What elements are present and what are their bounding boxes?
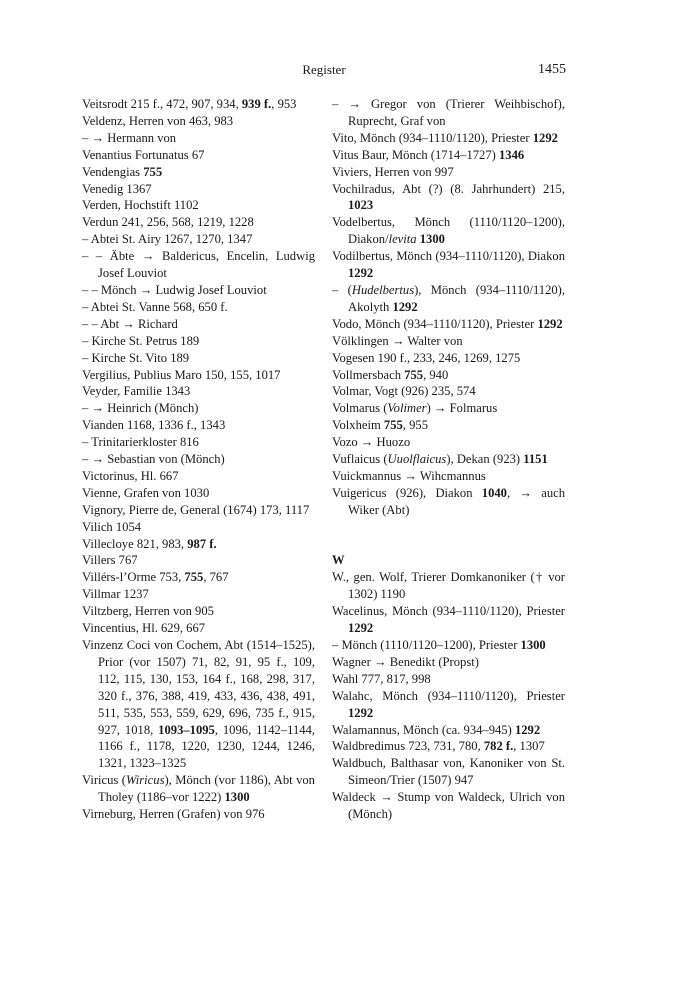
entry-text: Vuflaicus ( [332,452,388,467]
entry-text: , 940 [423,367,449,382]
index-entry [332,130,565,147]
index-entry [82,113,315,130]
entry-text: , 1096, 1142–1144, 1166 f., 1178, 1220, 1230, 1244, 1246, 1321, 1323–1325 [98,722,316,771]
bold-reference: 1300 [419,232,445,247]
entry-text: Vendengias [82,164,144,179]
index-entry [332,96,565,130]
bold-reference: 1292 [348,621,374,636]
index-entry [82,772,315,806]
entry-text: Vianden 1168, 1336 f., 1343 [82,418,226,433]
bold-reference: 1151 [523,452,548,467]
bold-reference: 1023 [348,198,374,213]
index-entry [82,502,315,519]
bold-reference: 1292 [392,299,418,314]
entry-text: Waldeck → Stump von Waldeck, Ulrich von (Mönch) [332,790,565,822]
entry-text: Vozo → Huozo [332,435,411,450]
entry-text: – – Mönch → Ludwig Josef Louviot [82,282,267,297]
index-entry [332,214,565,248]
right-column [332,96,565,823]
entry-text: – → Heinrich (Mönch) [82,401,199,416]
bold-reference: 1040 [481,485,507,500]
entry-text: – → Gregor von (Trierer Weihbischof), Ruprecht, Graf von [332,97,565,128]
entry-text: Volmar, Vogt (926) 235, 574 [332,384,476,399]
italic-variant: Volimer [387,401,427,416]
bold-reference: 939 f. [241,97,272,111]
entry-text: Vodilbertus, Mönch (934–1110/1120), Diakon [332,249,565,264]
index-entry [332,181,565,215]
bold-reference: 1300 [520,637,546,652]
page-number: 1455 [538,62,566,77]
entry-text: Wagner → Benedikt (Propst) [332,654,479,669]
entry-text: – Kirche St. Petrus 189 [82,333,200,348]
entry-text: Volmarus ( [332,401,388,416]
entry-text: Vochilradus, Abt (?) (8. Jahrhundert) 215, [332,181,565,196]
index-entry [332,333,565,350]
entry-text: Vogesen 190 f., 233, 246, 1269, 1275 [332,350,521,365]
index-entry [332,350,565,367]
entry-text: , 767 [203,570,229,585]
entry-text: Volxheim [332,418,384,433]
entry-text: Vilich 1054 [82,519,142,534]
index-entry [82,299,315,316]
entry-text: Vuickmannus → Wihcmannus [332,468,486,483]
bold-reference: 1292 [532,130,558,145]
entry-text: ), Mönch (934–1110/1120), Akolyth [348,282,566,314]
index-entry [82,130,315,147]
entry-text: – Trinitarierkloster 816 [82,435,199,450]
entry-text: Vignory, Pierre de, General (1674) 173, 1117 [82,502,310,517]
entry-text: Vodo, Mönch (934–1110/1120), Priester [332,316,538,331]
entry-text: ) → Folmarus [426,401,498,416]
index-entry [332,400,565,417]
entry-text: Veldenz, Herren von 463, 983 [82,113,234,128]
index-entry [332,671,565,688]
index-entry [82,417,315,434]
entry-text: Viviers, Herren von 997 [332,164,454,179]
entry-text: Veyder, Familie 1343 [82,384,191,399]
index-entry [82,603,315,620]
index-entry [82,569,315,586]
entry-text: , 955 [402,418,428,433]
index-entry [332,485,565,519]
left-column [82,96,315,823]
entry-text: Vodelbertus, Mönch (1110/1120–1200), Diakon/ [332,215,565,247]
bold-reference: 1093–1095 [158,722,215,737]
bold-reference: 1346 [499,147,525,162]
bold-reference: 755 [143,164,163,179]
index-entry [82,620,315,637]
bold-reference: 755 [383,418,403,433]
index-entry [332,451,565,468]
italic-variant: Uuolflaicus [387,452,447,467]
index-entry [332,367,565,384]
index-entry [332,434,565,451]
index-entry [82,316,315,333]
index-entry [82,350,315,367]
index-entry [82,586,315,603]
italic-variant: Hudelbertus [351,282,415,297]
running-title: Register [302,62,346,77]
index-entry [332,468,565,485]
entry-text: – Mönch (1110/1120–1200), Priester [332,637,521,652]
index-entry [82,282,315,299]
index-entry [332,789,565,823]
entry-text: Villers 767 [82,553,138,568]
entry-text: ), Dekan (923) [446,452,524,467]
entry-text: Vienne, Grafen von 1030 [82,485,210,500]
entry-text: Waldbredimus 723, 731, 780, [332,739,484,754]
index-entry [82,806,315,823]
section-heading: W [332,553,345,568]
spacer [332,519,565,536]
entry-text: , 1307 [513,739,545,754]
entry-text: Verdun 241, 256, 568, 1219, 1228 [82,215,254,230]
entry-text: Völklingen → Walter von [332,333,463,348]
index-entry [332,688,565,722]
bold-reference: 755 [404,367,424,382]
index-entry [332,417,565,434]
entry-text: Villecloye 821, 983, [82,536,188,551]
bold-reference: 1292 [348,705,374,720]
index-entry [82,552,315,569]
index-entry [82,451,315,468]
bold-reference: 1292 [537,316,563,331]
entry-text: Viricus ( [82,773,126,788]
entry-text: – Abtei St. Vanne 568, 650 f. [82,299,228,314]
index-entry [332,248,565,282]
entry-text: Villmar 1237 [82,587,149,602]
entry-text: , 953 [271,97,297,111]
entry-text: Wahl 777, 817, 998 [332,671,431,686]
index-entry [332,316,565,333]
entry-text: Venedig 1367 [82,181,152,196]
bold-reference: 782 f. [483,739,514,754]
entry-text: Waldbuch, Balthasar von, Kanoniker von St. Simeon/Trier (1507) 947 [332,756,565,788]
index-entry [332,654,565,671]
index-entry [332,164,565,181]
index-entry [82,400,315,417]
entry-text: ), Mönch (vor 1186), Abt von Tholey (1186–vor 1222) [98,773,315,805]
entry-text: – ( [332,282,352,297]
index-entry [332,569,565,603]
entry-text: Venantius Fortunatus 67 [82,147,205,162]
entry-text: – Abtei St. Airy 1267, 1270, 1347 [82,232,253,247]
index-entry [82,383,315,400]
index-entry [82,147,315,164]
entry-text: Vincentius, Hl. 629, 667 [82,621,206,636]
entry-text: Virneburg, Herren (Grafen) von 976 [82,807,265,822]
index-entry [332,637,565,654]
entry-text: Vuigericus (926), Diakon [332,485,482,500]
entry-text: Verden, Hochstift 1102 [82,198,199,213]
bold-reference: 1292 [348,266,374,281]
index-entry [82,434,315,451]
entry-text: Vitus Baur, Mönch (1714–1727) [332,147,499,162]
index-entry [82,181,315,198]
bold-reference: 755 [184,570,204,585]
index-entry [82,248,315,282]
italic-variant: Wiricus [125,773,165,788]
entry-text: – → Hermann von [82,130,177,145]
index-entry [82,164,315,181]
index-entry [332,282,565,316]
index-entry [82,485,315,502]
bold-reference: 1300 [224,790,250,805]
index-entry [82,333,315,350]
entry-text: Veitsrodt 215 f., 472, 907, 934, [82,97,242,111]
entry-text: – → Sebastian von (Mönch) [82,452,225,467]
entry-text: Viltzberg, Herren von 905 [82,604,214,619]
entry-text: Vito, Mönch (934–1110/1120), Priester [332,130,533,145]
index-entry [332,603,565,637]
entry-text: Victorinus, Hl. 667 [82,468,179,483]
entry-text: W., gen. Wolf, Trierer Domkanoniker († vor 1302) 1190 [332,570,565,602]
entry-text: Vinzenz Coci von Cochem, Abt (1514–1525), Prior (vor 1507) 71, 82, 91, 95 f., 109, 112, 115, 130, 153, 164 f., 168, 298, 317, 320 f., 376, 388, 419, 433, 436, 438, 491, 511, 535, 553, 559, 629, 696, 735 f., 915, 927, 1018, [82,638,315,737]
index-entry [82,367,315,384]
index-entry [82,197,315,214]
entry-text: Vergilius, Publius Maro 150, 155, 1017 [82,367,281,382]
italic-variant: levita [388,232,417,247]
page-header [82,62,566,82]
index-entry [82,536,315,553]
bold-reference: 1292 [514,722,541,737]
index-entry [332,755,565,789]
entry-text: Walahc, Mönch (934–1110/1120), Priester [332,688,565,703]
index-entry [332,147,565,164]
index-entry [82,96,315,113]
entry-text: Wacelinus, Mönch (934–1110/1120), Priester [332,604,565,619]
index-entry [332,722,565,739]
entry-text: , → auch Wiker (Abt) [348,485,565,517]
bold-reference: 987 f. [187,536,217,551]
index-entry [332,738,565,755]
index-entry [82,214,315,231]
entry-text: Walamannus, Mönch (ca. 934–945) [332,722,515,737]
entry-text: – – Abt → Richard [82,316,178,331]
spacer [332,536,565,553]
entry-text: – – Äbte → Baldericus, Encelin, Ludwig Josef Louviot [82,249,315,281]
index-entry [82,231,315,248]
index-entry [82,637,315,772]
entry-text: Villérs-l’Orme 753, [82,570,185,585]
index-entry [82,519,315,536]
entry-text: – Kirche St. Vito 189 [82,350,190,365]
index-entry [82,468,315,485]
index-entry [332,383,565,400]
entry-text: Vollmersbach [332,367,405,382]
